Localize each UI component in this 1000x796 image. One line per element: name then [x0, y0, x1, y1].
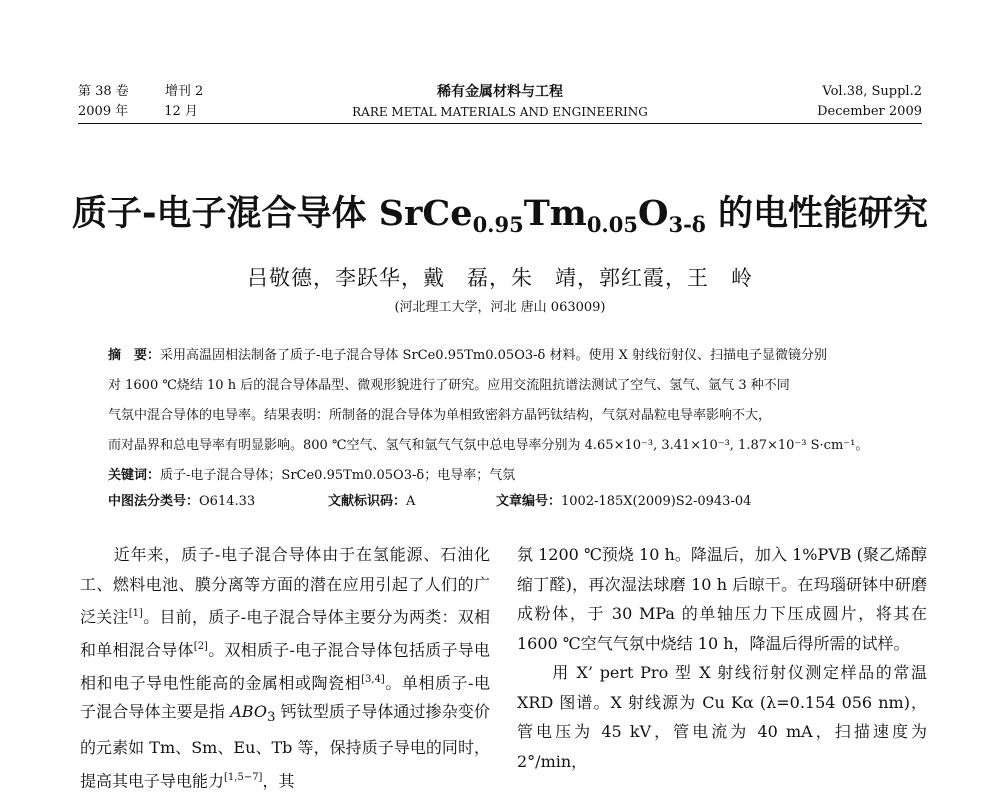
citation-ref: [2]: [193, 640, 208, 652]
paper-title: [0, 186, 1000, 237]
issue-label: 增刊 2: [164, 84, 204, 99]
body-paragraph: 用 X’ pert Pro 型 X 射线衍射仪测定样品的常温 XRD 图谱。X 射线源为 Cu Kα (λ=0.154 056 nm)，管电压为 45 kV，管电流为 40 mA，扫描速度为 2°/min，: [517, 663, 927, 771]
body-paragraph: [80, 540, 490, 796]
citation-ref: [1,5−7]: [224, 771, 263, 783]
title-suffix: 的电性能研究: [705, 194, 928, 234]
clc-label: 中图法分类号：: [108, 494, 200, 509]
volume-label: 第 38 卷: [78, 84, 129, 99]
clc-value: O614.33: [199, 494, 256, 509]
formula-subscript: 3: [266, 710, 276, 726]
body-text: ，其: [262, 771, 295, 790]
volume-en: Vol.38, Suppl.2: [822, 84, 922, 99]
formula-part: O: [637, 193, 669, 234]
formula-part: SrCe: [378, 193, 473, 234]
body-text: 近年来，质子-电子混合导体由于在氢能源、石油化工、燃料电池、膜分离等方面的潜在应用引起了人们的广泛关注: [80, 545, 490, 627]
formula-subscript: 0.05: [586, 212, 638, 237]
left-column: [80, 540, 490, 796]
doc-code-field: [328, 492, 496, 512]
header-right: [817, 82, 922, 122]
doc-code-label: 文献标识码：: [328, 494, 407, 509]
date-en: December 2009: [817, 104, 922, 119]
journal-name-cn: 稀有金属材料与工程: [437, 84, 563, 100]
affiliation: (河北理工大学，河北 唐山 063009): [394, 300, 606, 315]
classification-line: [108, 492, 751, 512]
keywords-label: 关键词：: [108, 468, 161, 483]
body-paragraph: 氛 1200 ℃预烧 10 h。降温后，加入 1%PVB (聚乙烯醇缩丁醛)，再次湿法球磨 10 h 后晾干。在玛瑙研钵中研磨成粉体，于 30 MPa 的单轴压力下压成圆片，将其在 1600 ℃空气气氛中烧结 10 h，降温后得所需的试样。: [517, 545, 927, 653]
body-text: 。双相质子-电子混合导体包括质子导电相和电子导电性能高的金属相或陶瓷相: [80, 640, 490, 692]
right-column: [517, 540, 927, 776]
abstract-line: 而对晶界和总电导率有明显影响。800 ℃空气、氢气和氩气气氛中总电导率分别为 4.65×10⁻³, 3.41×10⁻³, 1.87×10⁻³ S·cm⁻¹。: [108, 438, 869, 453]
body-text: 。单相质子-电子混合导体主要是指: [80, 672, 490, 722]
header-rule: [78, 123, 922, 124]
body-text: 钙钛型质子导体通过掺杂变价的元素如 Tm、Sm、Eu、Tb 等，保持质子导电的同时，提高其电子导电能力: [80, 702, 490, 790]
article-number-label: 文章编号：: [496, 494, 562, 509]
abstract-label: 摘 要：: [108, 348, 161, 363]
article-number-field: [496, 492, 751, 512]
title-formula: [378, 193, 706, 237]
body-text: 。目前，质子-电子混合导体主要分为两类：双相和单相混合导体: [80, 607, 490, 660]
article-number-value: 1002-185X(2009)S2-0943-04: [561, 494, 752, 509]
title-prefix: 质子-电子混合导体: [72, 194, 379, 234]
keywords-text: 质子-电子混合导体；SrCe0.95Tm0.05O3-δ；电导率；气氛: [160, 468, 516, 483]
journal-name-en: RARE METAL MATERIALS AND ENGINEERING: [352, 105, 648, 119]
header-center: [78, 82, 922, 122]
formula-subscript: 3-δ: [668, 212, 706, 237]
abstract-line: 气氛中混合导体的电导率。结果表明：所制备的混合导体为单相致密斜方晶钙钛结构，气氛对晶粒电导率影响不大，: [108, 408, 772, 423]
running-header: [78, 82, 922, 126]
author-list: 吕敬德，李跃华，戴 磊，朱 靖，郭红霞，王 岭: [247, 266, 753, 290]
doc-code-value: A: [406, 494, 416, 509]
formula-part: Tm: [523, 193, 587, 234]
formula-subscript: 0.95: [472, 212, 524, 237]
keywords-line: [108, 466, 515, 486]
citation-ref: [1]: [128, 608, 143, 619]
formula-abo: ABO: [230, 702, 267, 722]
clc-field: [108, 492, 328, 512]
citation-ref: [3,4]: [361, 673, 385, 685]
month-label: 12 月: [164, 104, 198, 119]
year-label: 2009 年: [78, 104, 129, 119]
abstract-line: [108, 346, 827, 366]
abstract-line: 对 1600 ℃烧结 10 h 后的混合导体晶型、微观形貌进行了研究。应用交流阻抗谱法测试了空气、氢气、氩气 3 种不同: [108, 378, 790, 393]
abstract-text: 采用高温固相法制备了质子-电子混合导体 SrCe0.95Tm0.05O3-δ 材料。使用 X 射线衍射仪、扫描电子显微镜分别: [160, 348, 827, 363]
